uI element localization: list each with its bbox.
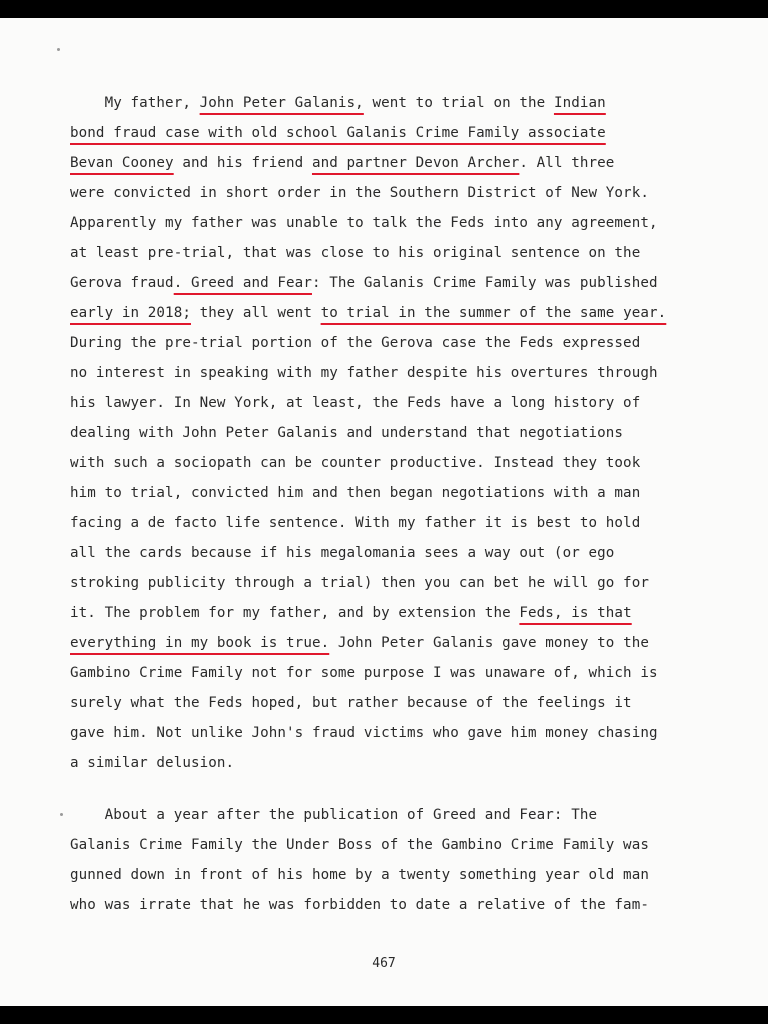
text-segment: My father, (70, 95, 200, 111)
text-segment: John Peter Galanis gave money to the (329, 635, 649, 651)
text-line: gunned down in front of his home by a twenty something year old man (70, 867, 649, 883)
text-segment: at least pre-trial, that was close to his original sentence on the (70, 245, 641, 261)
text-line (70, 388, 690, 418)
text-segment: they all went (190, 305, 321, 321)
text-line (70, 448, 690, 478)
text-segment: dealing with John Peter Galanis and understand that negotiations (70, 425, 624, 441)
text-line: who was irrate that he was forbidden to date a relative of the fam- (70, 897, 649, 913)
text-segment: Gerova fraud (70, 275, 174, 291)
text-line (70, 88, 690, 118)
paragraph-1 (70, 88, 690, 778)
underlined-text: to trial in the summer of the same year. (320, 305, 667, 321)
text-segment: were convicted in short order in the Southern District of New York. (70, 185, 649, 201)
underlined-text: bond fraud case with old school Galanis Crime Family associate (70, 125, 606, 141)
text-line (70, 508, 690, 538)
text-line (70, 208, 690, 238)
underlined-text: John Peter Galanis, (199, 95, 364, 111)
text-line (70, 538, 690, 568)
text-segment: and his friend (173, 155, 312, 171)
text-segment: it. The problem for my father, and by extension the (70, 605, 520, 621)
underlined-text: Bevan Cooney (70, 155, 174, 171)
text-segment: him to trial, convicted him and then began negotiations with a man (70, 485, 641, 501)
text-segment: with such a sociopath can be counter productive. Instead they took (70, 455, 641, 471)
scan-speck (57, 48, 60, 51)
text-line (70, 148, 690, 178)
underlined-text: . Greed and Fear (173, 275, 312, 291)
page-number: 467 (372, 956, 396, 971)
text-line (70, 748, 690, 778)
text-line (70, 328, 690, 358)
text-line (70, 688, 690, 718)
text-line (70, 658, 690, 688)
text-segment: : The Galanis Crime Family was published (311, 275, 658, 291)
underlined-text: Feds, is that (519, 605, 632, 621)
text-segment: facing a de facto life sentence. With my father it is best to hold (70, 515, 641, 531)
text-segment: went to trial on the (363, 95, 554, 111)
text-line (70, 118, 690, 148)
text-line (70, 358, 690, 388)
document-page (0, 18, 768, 1006)
text-segment: his lawyer. In New York, at least, the Feds have a long history of (70, 395, 641, 411)
text-segment: . All three (519, 155, 615, 171)
text-line (70, 598, 690, 628)
underlined-text: Indian (553, 95, 606, 111)
underlined-text: everything in my book is true. (70, 635, 330, 651)
text-line (70, 238, 690, 268)
text-line (70, 718, 690, 748)
text-segment: all the cards because if his megalomania sees a way out (or ego (70, 545, 615, 561)
scan-speck (60, 813, 63, 816)
text-segment: Apparently my father was unable to talk the Feds into any agreement, (70, 215, 658, 231)
text-line (70, 418, 690, 448)
text-line (70, 178, 690, 208)
text-segment: gave him. Not unlike John's fraud victims who gave him money chasing (70, 725, 658, 741)
text-segment: During the pre-trial portion of the Gerova case the Feds expressed (70, 335, 641, 351)
text-segment: no interest in speaking with my father despite his overtures through (70, 365, 658, 381)
text-line (70, 568, 690, 598)
text-line: About a year after the publication of Greed and Fear: The (70, 807, 598, 823)
text-segment: surely what the Feds hoped, but rather because of the feelings it (70, 695, 632, 711)
text-line (70, 628, 690, 658)
text-line (70, 268, 690, 298)
text-line: Galanis Crime Family the Under Boss of the Gambino Crime Family was (70, 837, 649, 853)
text-segment: stroking publicity through a trial) then you can bet he will go for (70, 575, 649, 591)
text-segment: Gambino Crime Family not for some purpose I was unaware of, which is (70, 665, 658, 681)
paragraph-2 (70, 800, 690, 920)
underlined-text: early in 2018; (70, 305, 191, 321)
text-line (70, 298, 690, 328)
text-line (70, 478, 690, 508)
underlined-text: and partner Devon Archer (311, 155, 520, 171)
text-segment: a similar delusion. (70, 755, 235, 771)
